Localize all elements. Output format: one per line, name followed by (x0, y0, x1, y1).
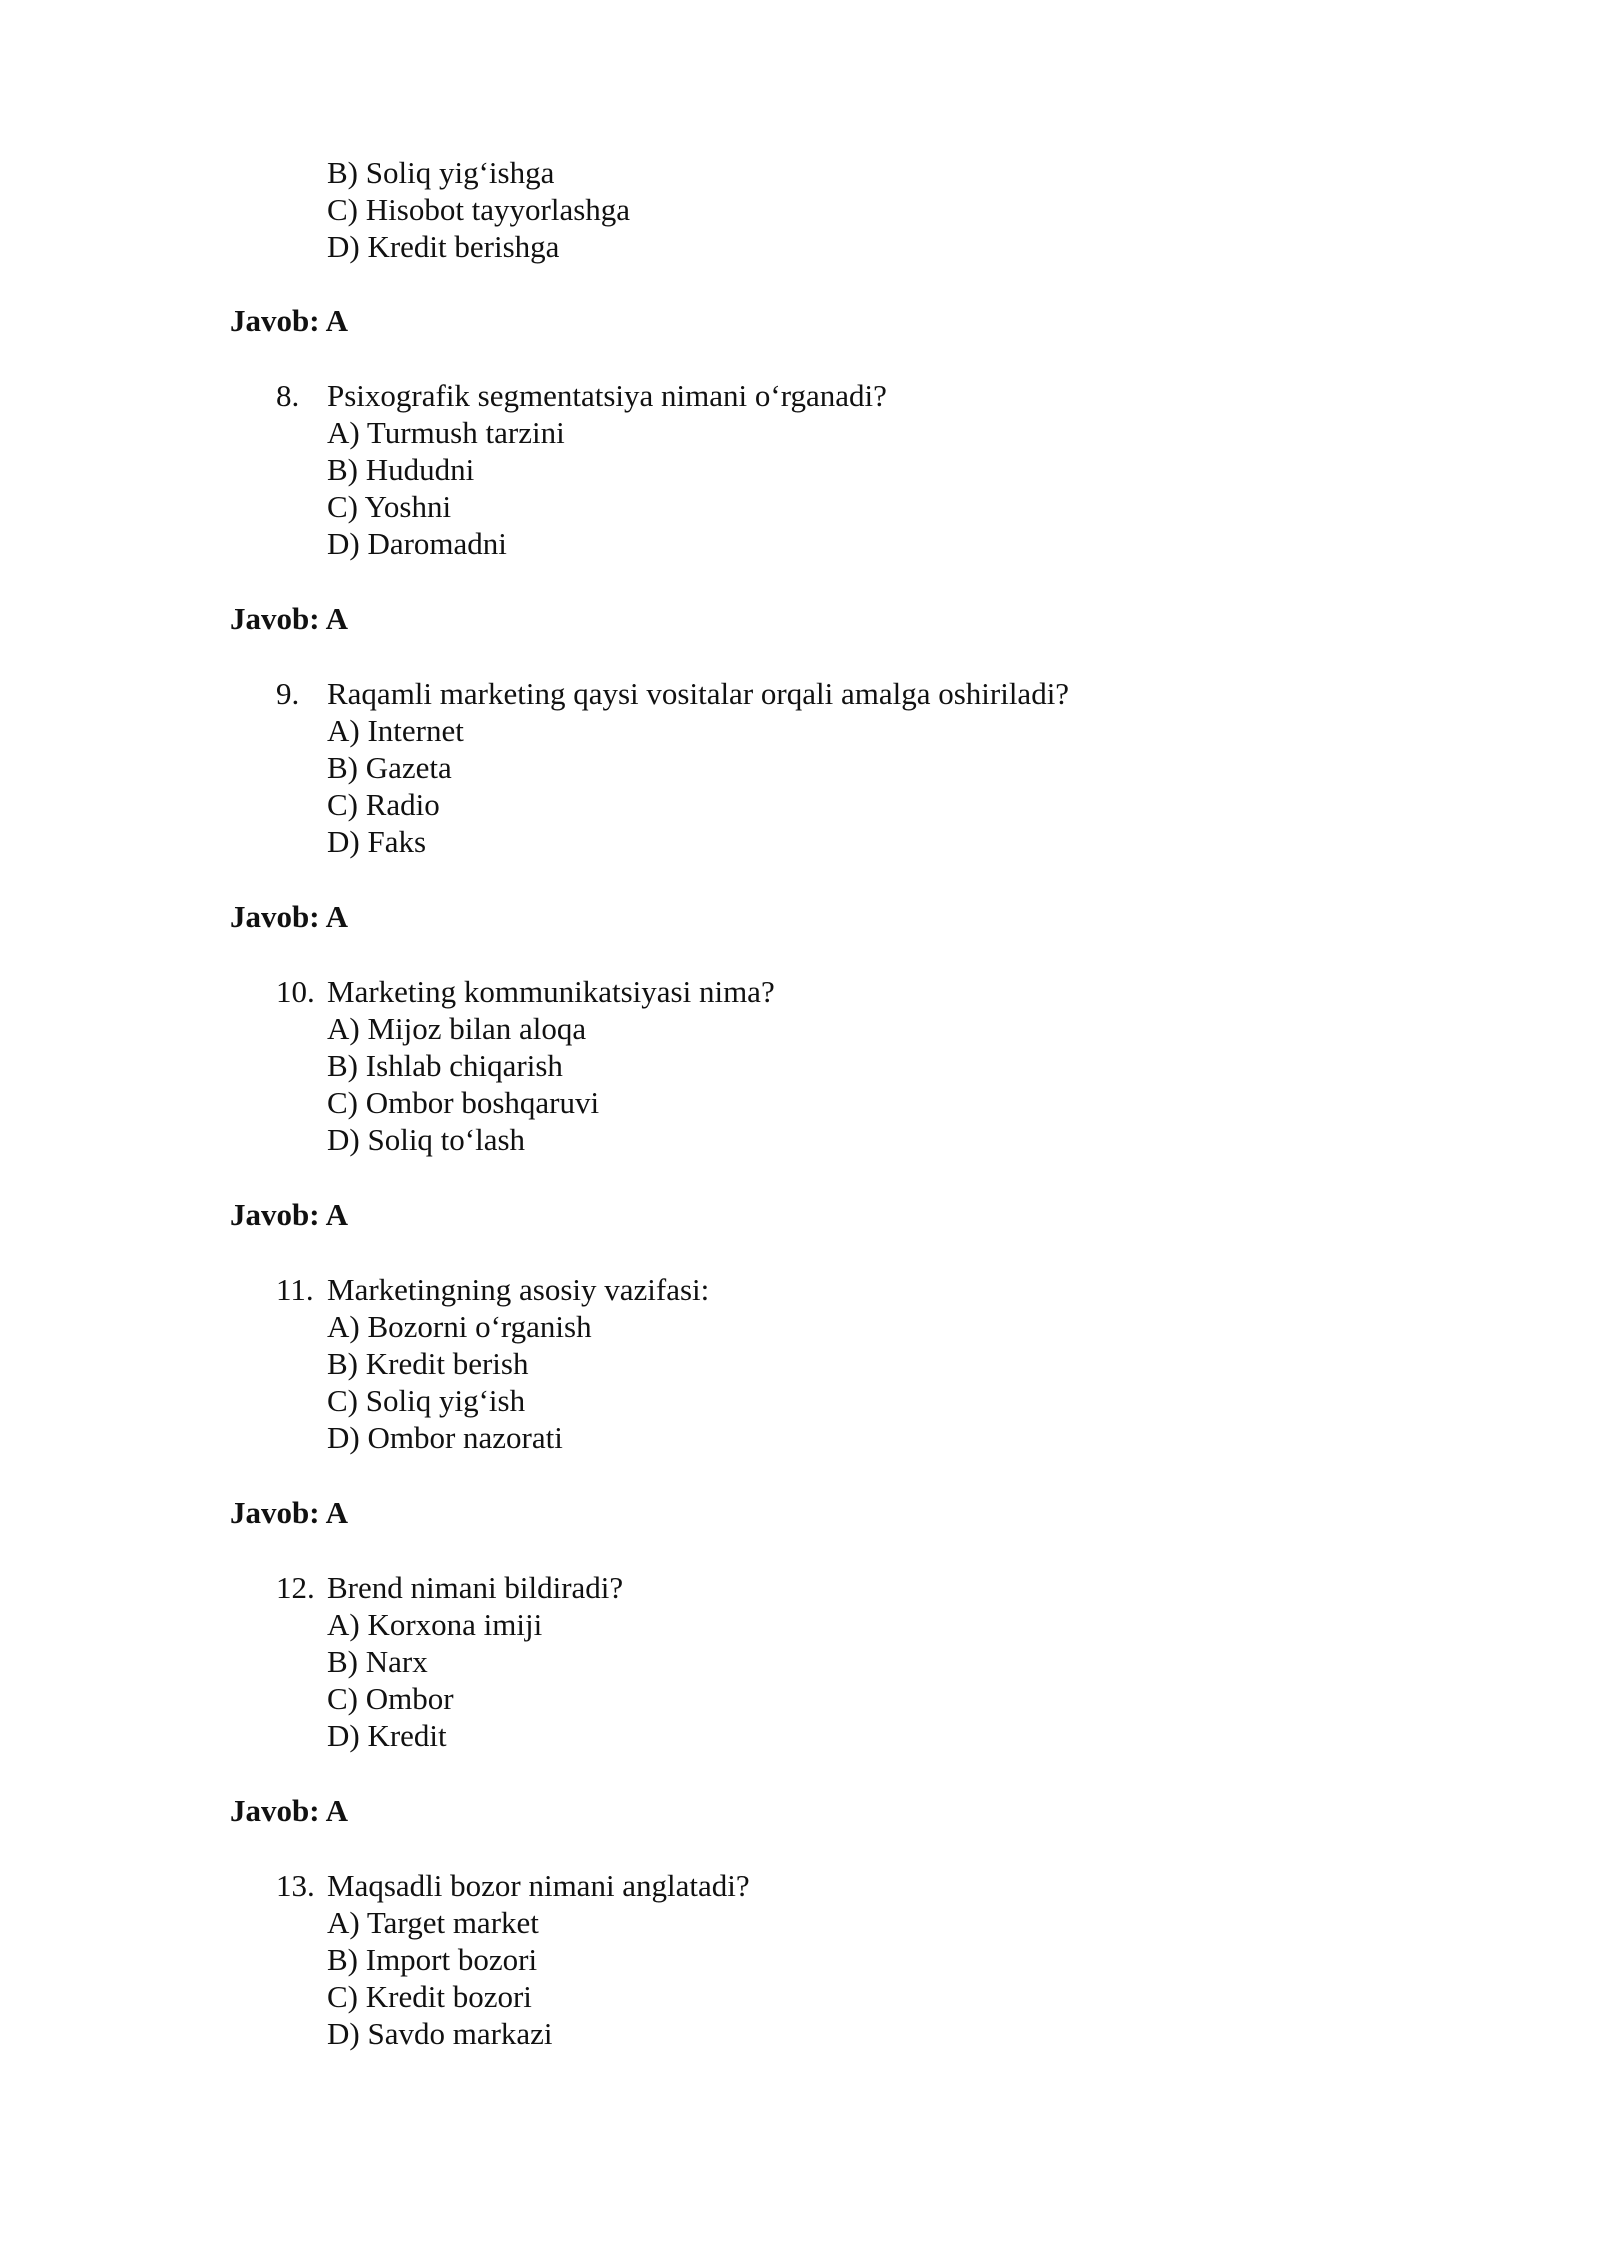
option-b: B) Soliq yig‘ishga (327, 155, 555, 190)
question-text: Maqsadli bozor nimani anglatadi? (327, 1868, 750, 1903)
option-a: A) Bozorni o‘rganish (327, 1309, 592, 1344)
option-b: B) Narx (327, 1644, 428, 1679)
option-a: A) Target market (327, 1905, 539, 1940)
option-c: C) Ombor (327, 1681, 454, 1716)
option-c: C) Yoshni (327, 489, 452, 524)
question-number: 8. (276, 378, 300, 413)
answer-label: Javob: A (230, 1495, 348, 1530)
option-a: A) Turmush tarzini (327, 415, 565, 450)
question-number: 13. (276, 1868, 315, 1903)
option-c: C) Soliq yig‘ish (327, 1383, 526, 1418)
option-a: A) Korxona imiji (327, 1607, 543, 1642)
question-text: Psixografik segmentatsiya nimani o‘rganadi? (327, 378, 887, 413)
answer-label: Javob: A (230, 601, 348, 636)
question-text: Brend nimani bildiradi? (327, 1570, 624, 1605)
answer-label: Javob: A (230, 899, 348, 934)
question-number: 12. (276, 1570, 315, 1605)
option-c: C) Ombor boshqaruvi (327, 1085, 600, 1120)
option-b: B) Ishlab chiqarish (327, 1048, 563, 1083)
answer-label: Javob: A (230, 1197, 348, 1232)
question-text: Raqamli marketing qaysi vositalar orqali amalga oshiriladi? (327, 676, 1070, 711)
option-d: D) Kredit (327, 1718, 447, 1753)
question-text: Marketingning asosiy vazifasi: (327, 1272, 710, 1307)
question-number: 10. (276, 974, 315, 1009)
question-text: Marketing kommunikatsiyasi nima? (327, 974, 775, 1009)
option-b: B) Hududni (327, 452, 475, 487)
answer-label: Javob: A (230, 303, 348, 338)
option-d: D) Ombor nazorati (327, 1420, 563, 1455)
option-d: D) Soliq to‘lash (327, 1122, 526, 1157)
option-d: D) Kredit berishga (327, 229, 560, 264)
option-a: A) Internet (327, 713, 464, 748)
question-number: 9. (276, 676, 300, 711)
option-b: B) Kredit berish (327, 1346, 529, 1381)
option-b: B) Import bozori (327, 1942, 538, 1977)
option-a: A) Mijoz bilan aloqa (327, 1011, 587, 1046)
option-c: C) Kredit bozori (327, 1979, 532, 2014)
question-number: 11. (276, 1272, 314, 1307)
option-d: D) Faks (327, 824, 427, 859)
option-c: C) Hisobot tayyorlashga (327, 192, 631, 227)
option-c: C) Radio (327, 787, 440, 822)
answer-label: Javob: A (230, 1793, 348, 1828)
option-d: D) Savdo markazi (327, 2016, 553, 2051)
option-b: B) Gazeta (327, 750, 452, 785)
option-d: D) Daromadni (327, 526, 507, 561)
